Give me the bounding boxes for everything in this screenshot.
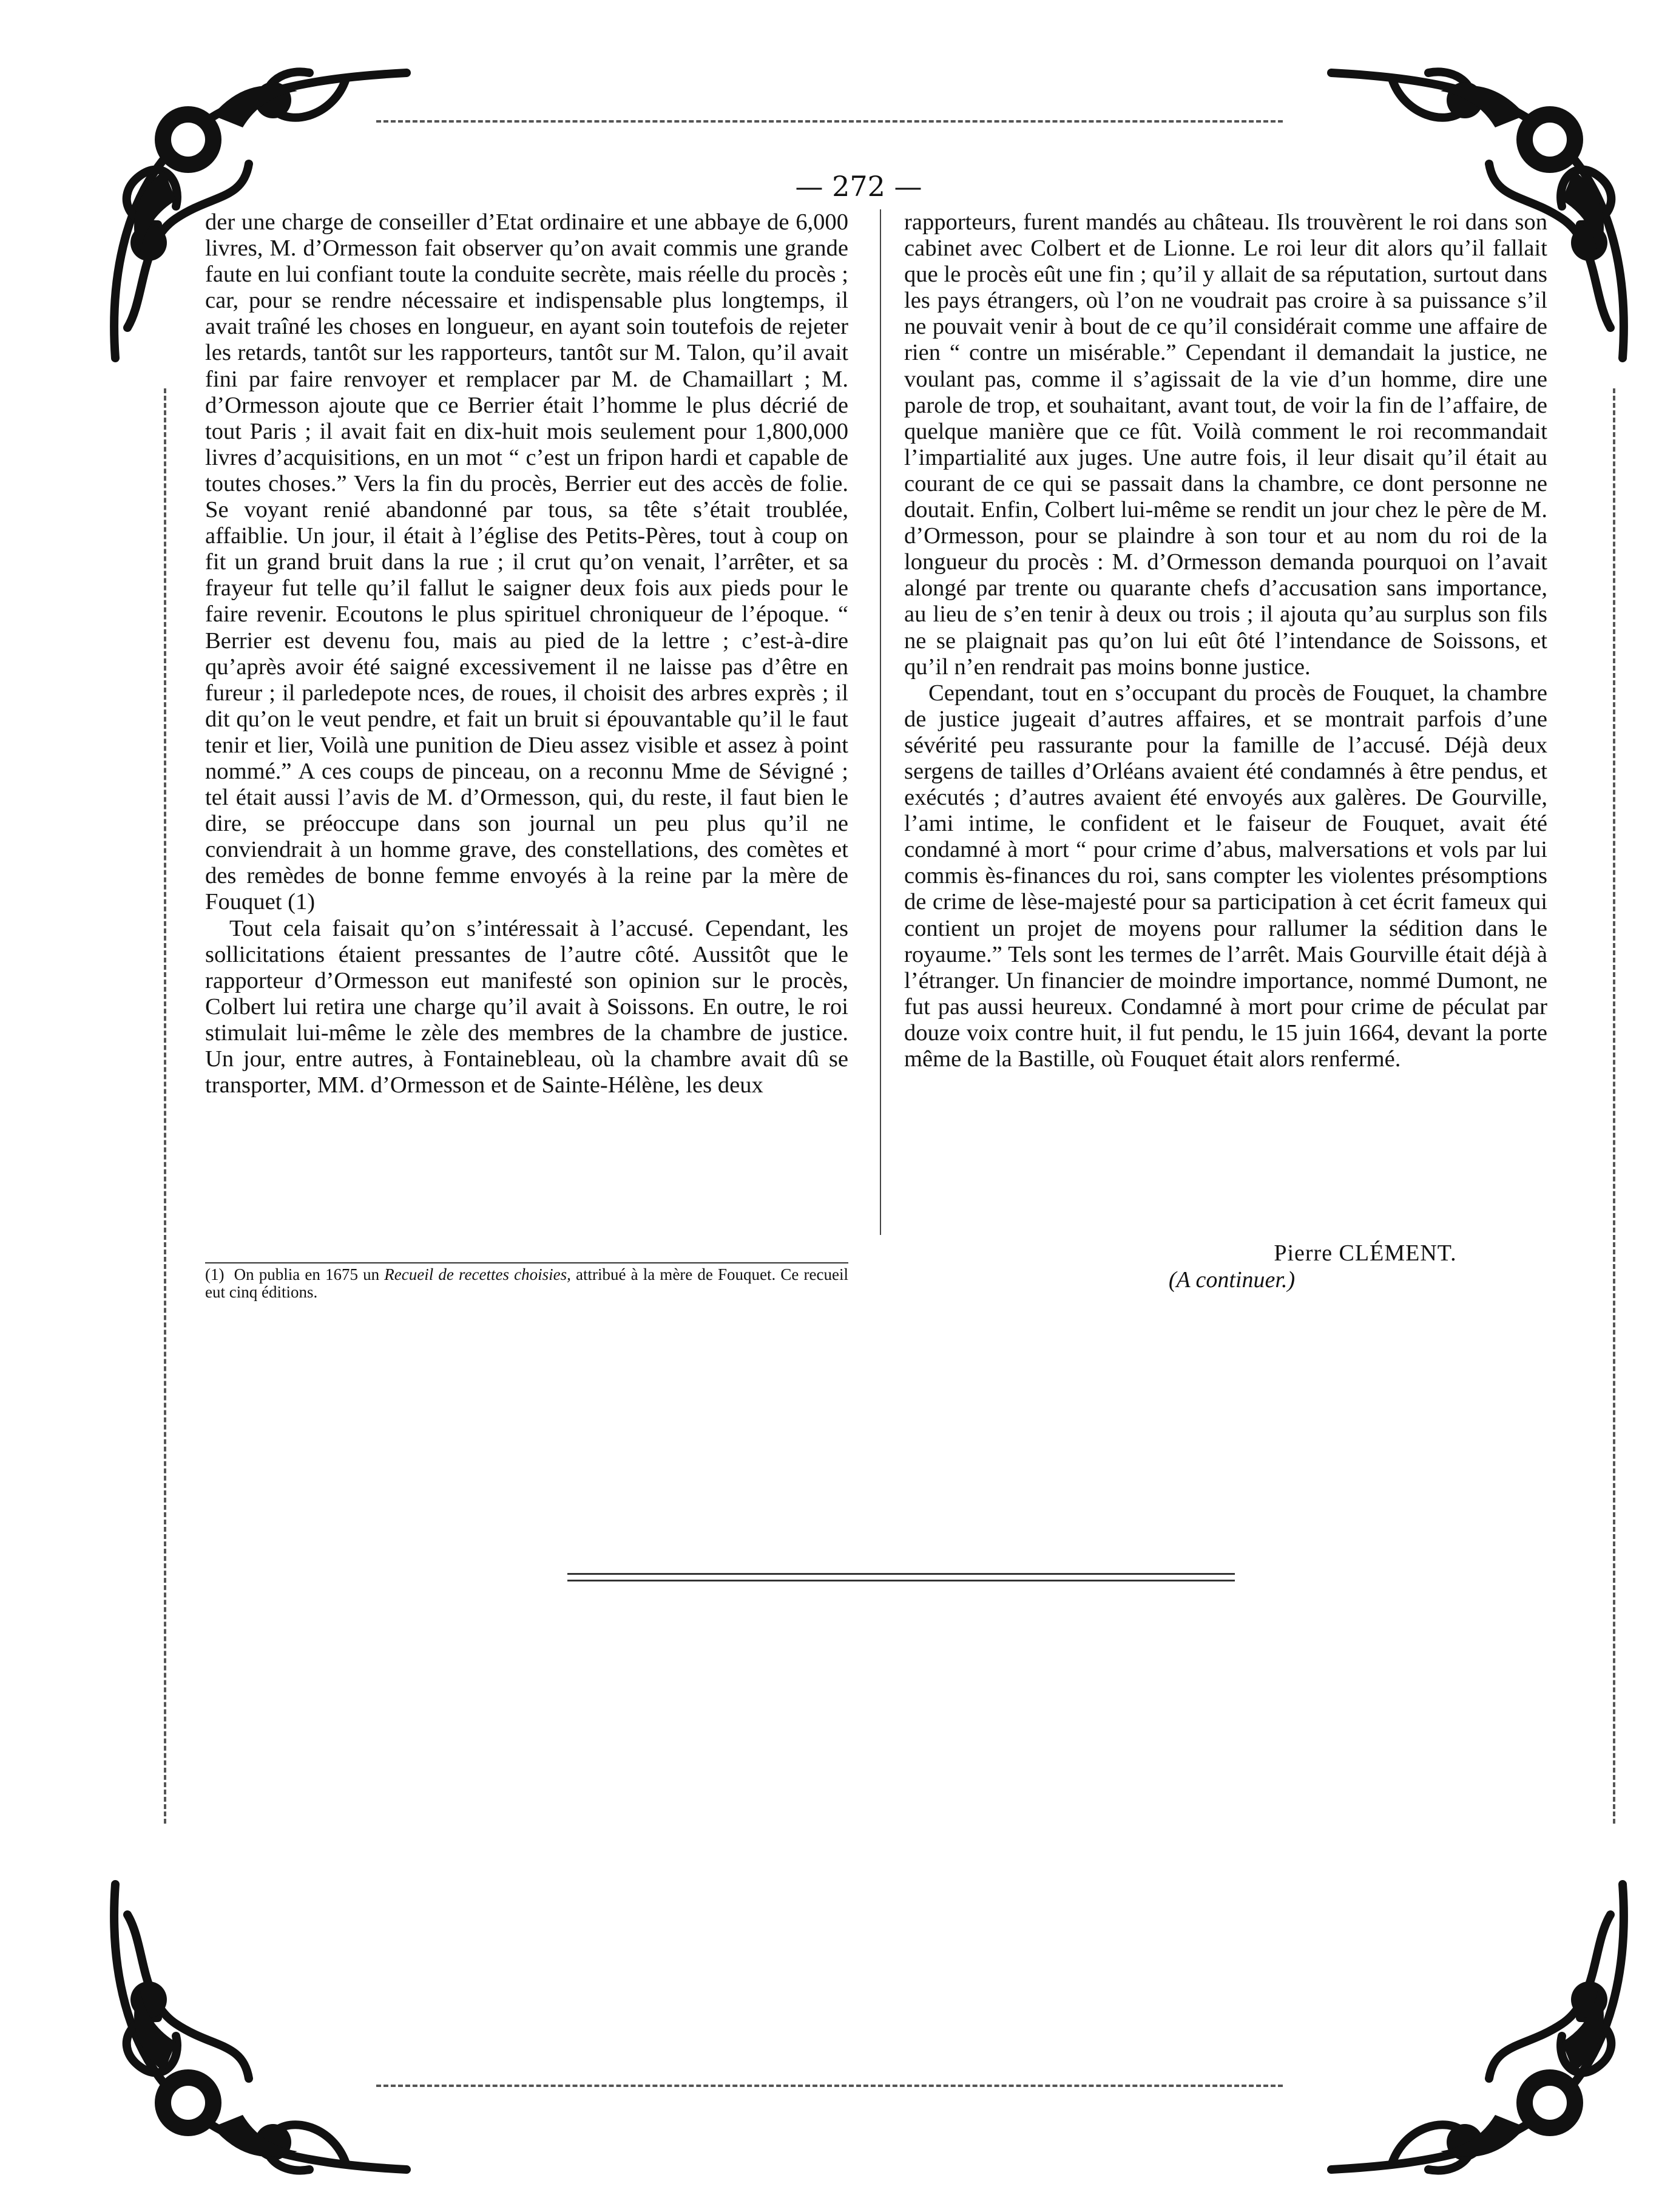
footnote-book-title: Recueil de recettes choisies, [384, 1265, 571, 1284]
article-paragraph: Tout cela faisait qu’on s’intéressait à l’accusé. Cependant, les sollicitations étaient pressantes de l’autre côté. Aussitôt que le rapporteur d’Ormesson eut manifesté son opinion sur le procès, Colbert lui retira une charge qu’il avait à Soissons. En outre, le roi stimulait lui-même le zèle des membres de la chambre de justice. Un jour, entre autres, à Fontainebleau, où la chambre avait dû se transporter, MM. d’Ormesson et de Sainte-Hélène, les deux [205, 915, 848, 1098]
article-paragraph: rapporteurs, furent mandés au château. Ils trouvèrent le roi dans son cabinet avec Colbert et de Lionne. Le roi leur dit alors qu’il fallait que le procès eût une fin ; qu’il y allait de sa réputation, surtout dans les pays étrangers, où l’on ne voudrait pas croire à sa puissance s’il ne pouvait venir à bout de ce qu’il considérait comme une affaire de rien “ contre un misérable.” Cependant il demandait la justice, ne voulant pas, comme il s’agissait de la vie d’un homme, dire une parole de trop, et souhaitant, avant tout, de voir la fin de l’affaire, de quelque manière que ce fût. Voilà comment le roi recommandait l’impartialité aux juges. Une autre fois, il leur disait qu’il était au courant de ce qui se passait dans la chambre, ce dont personne ne doutait. Enfin, Colbert lui-même se rendit un jour chez le père de M. d’Ormesson, pour se plaindre à son tour et au nom du roi de la longueur du procès : M. d’Ormesson demanda pourquoi on l’avait alongé par trente ou quarante chefs d’accusation sans importance, au lieu de s’en tenir à deux ou trois ; il ajouta qu’au surplus son fils ne se plaignait pas qu’on lui eût ôté l’intendance de Soissons, et qu’il n’en rendrait pas moins bonne justice. [904, 209, 1547, 680]
article-column-right [904, 209, 1547, 1072]
frame-border-right [1613, 388, 1615, 1824]
column-divider [880, 209, 881, 1235]
corner-ornament-bottom-left [91, 1860, 431, 2200]
frame-border-bottom [376, 2085, 1283, 2087]
continuation-note: (A continuer.) [1168, 1267, 1296, 1293]
footnote [205, 1266, 848, 1301]
footnote-divider [205, 1262, 848, 1263]
author-signature: Pierre CLÉMENT. [1274, 1240, 1457, 1266]
frame-border-left [164, 388, 166, 1824]
footnote-number: (1) [205, 1265, 225, 1284]
article-paragraph: Cependant, tout en s’occupant du procès de Fouquet, la chambre de justice jugeait d’autres affaires, et se montrait parfois d’une sévérité peu rassurante pour la famille de l’accusé. Déjà deux sergens de tailles d’Orléans avaient été condamnés à être pendus, et exécutés ; d’autres avaient été envoyés aux galères. De Gourville, l’ami intime, le confident et le faiseur de Fouquet, avait été condamné à mort “ pour crime d’abus, malversations et vols par lui commis ès-finances du roi, sans compter les violentes présomptions de crime de lèse-majesté pour sa participation à cet écrit fameux qui contient un projet de moyens pour rallumer la sédition dans le royaume.” Tels sont les termes de l’arrêt. Mais Gourville était déjà à l’étranger. Un financier de moindre importance, nommé Dumont, ne fut pas aussi heureux. Condamné à mort pour crime de péculat par douze voix contre huit, il fut pendu, le 15 juin 1664, devant la porte même de la Bastille, où Fouquet était alors renfermé. [904, 680, 1547, 1072]
footnote-text-after: attribué à la mère de Fouquet. Ce recueil eut cinq éditions. [205, 1265, 848, 1301]
frame-border-top [376, 120, 1283, 123]
footnote-text-before: On publia en 1675 un [234, 1265, 380, 1284]
corner-ornament-bottom-right [1307, 1860, 1647, 2200]
page-number: — 272 — [795, 170, 922, 203]
article-paragraph: der une charge de conseiller d’Etat ordinaire et une abbaye de 6,000 livres, M. d’Ormesson fait observer qu’on avait commis une grande faute en lui confiant toute la conduite secrète, mais réelle du procès ; car, pour se rendre nécessaire et indispensable plus longtemps, il avait traîné les choses en longueur, en ayant soin toutefois de rejeter les retards, tantôt sur les rapporteurs, tantôt sur M. Talon, qu’il avait fini par faire renvoyer et remplacer par M. de Chamaillart ; M. d’Ormesson ajoute que ce Berrier était l’homme le plus décrié de tout Paris ; il avait fait en dix-huit mois seulement pour 1,800,000 livres d’acquisitions, en un mot “ c’est un fripon hardi et capable de toutes choses.” Vers la fin du procès, Berrier eut des accès de folie. Se voyant renié abandonné par tous, sa tête s’était troublée, affaiblie. Un jour, il était à l’église des Petits-Pères, tout à coup on fit un grand bruit dans la rue ; il crut qu’on venait, l’arrêter, et sa frayeur fut telle qu’il fallut le saigner deux fois aux pieds pour le faire revenir. Ecoutons le plus spirituel chroniqueur de l’époque. “ Berrier est devenu fou, mais au pied de la lettre ; c’est-à-dire qu’après avoir été saigné excessivement il ne laisse pas d’être en fureur ; il parledepote nces, de roues, il choisit des arbres exprès ; il dit qu’on le veut pendre, et fait un bruit si épouvantable qu’il le faut tenir et lier, Voilà une punition de Dieu assez visible et assez à point nommé.” A ces coups de pinceau, on a reconnu Mme de Sévigné ; tel était aussi l’avis de M. d’Ormesson, qui, du reste, il faut bien le dire, se préoccupe dans son journal un peu plus qu’il ne conviendrait à un homme grave, des constellations, des comètes et des remèdes de bonne femme envoyés à la reine par la mère de Fouquet (1) [205, 209, 848, 915]
section-end-rule [567, 1573, 1235, 1581]
article-column-left [205, 209, 848, 1098]
